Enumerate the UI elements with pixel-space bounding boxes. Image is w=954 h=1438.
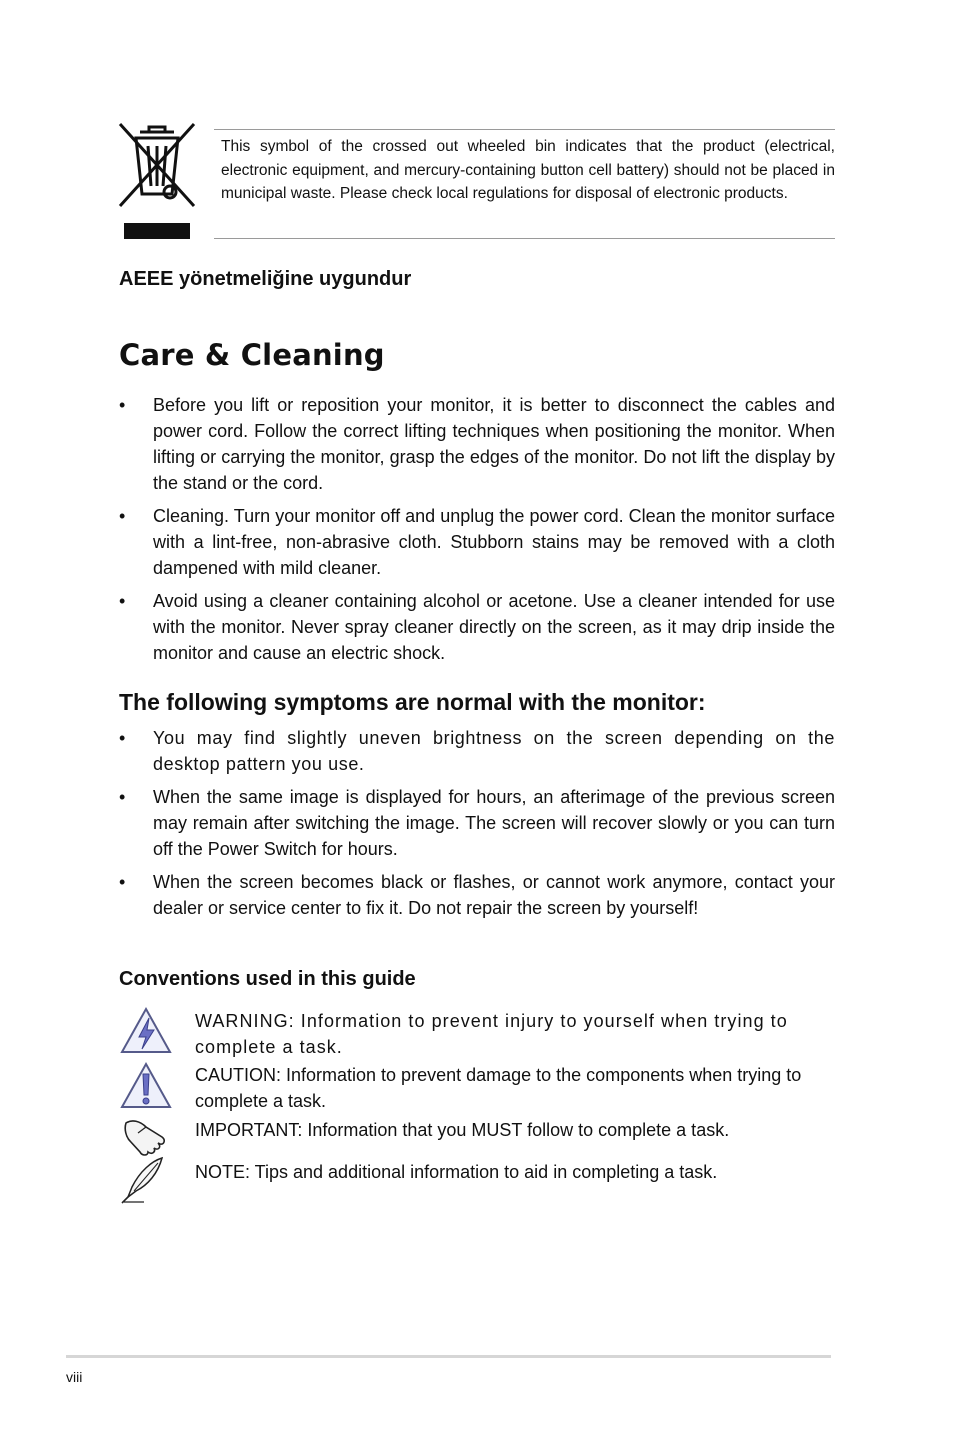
symptoms-heading: The following symptoms are normal with the monitor:: [119, 689, 706, 715]
important-hand-icon: [118, 1113, 174, 1159]
bullet: •: [119, 395, 126, 415]
bullet: •: [119, 872, 126, 892]
bullet: •: [119, 506, 126, 526]
list-item-text: Avoid using a cleaner containing alcohol or acetone. Use a cleaner intended for use with the monitor. Never spray cleaner directly on the screen, as it may drip inside the monitor and cause an electric shock.: [153, 591, 835, 663]
list-item-text: You may find slightly uneven brightness on the screen depending on the desktop pattern you use.: [153, 728, 835, 774]
list-item: [119, 503, 835, 581]
bullet: •: [119, 787, 126, 807]
list-item-text: When the screen becomes black or flashes, or cannot work anymore, contact your dealer or service center to fix it. Do not repair the screen by yourself!: [153, 872, 835, 918]
list-item: [119, 784, 835, 862]
conventions-heading: Conventions used in this guide: [119, 968, 416, 990]
list-item: [119, 869, 835, 921]
caution-text: CAUTION: Information to prevent damage to the components when trying to complete a task.: [195, 1065, 802, 1111]
warning-lightning-icon: [118, 1006, 174, 1056]
note-quill-icon: [118, 1155, 174, 1205]
care-list: [119, 392, 835, 673]
bullet: •: [119, 591, 126, 611]
weee-rule-top: [214, 129, 835, 130]
page-number: viii: [66, 1369, 83, 1385]
symptoms-list: [119, 725, 835, 928]
weee-rule-bottom: [214, 238, 835, 239]
caution-exclamation-icon: [118, 1061, 174, 1111]
list-item-text: When the same image is displayed for hours, an afterimage of the previous screen may remain after switching the image. The screen will recover slowly or you can turn off the Power Switch for hours.: [153, 787, 835, 859]
list-item: [119, 392, 835, 496]
crossed-out-wheeled-bin-icon: [118, 122, 196, 240]
important-text: IMPORTANT: Information that you MUST follow to complete a task.: [195, 1120, 730, 1140]
footer-rule: [66, 1355, 831, 1358]
bullet: •: [119, 728, 126, 748]
list-item-text: Before you lift or reposition your monitor, it is better to disconnect the cables and power cord. Follow the correct lifting techniques when positioning the monitor. When lifting or carrying the monitor, grasp the edges of the monitor. Do not lift the display by the stand or the cord.: [153, 395, 835, 493]
weee-disposal-text: This symbol of the crossed out wheeled bin indicates that the product (electrical, electronic equipment, and mercury-containing button cell battery) should not be placed in municipal waste. Please check local regulations for disposal of electronic products.: [221, 138, 835, 202]
list-item: [119, 588, 835, 666]
warning-text: WARNING: Information to prevent injury to yourself when trying to complete a task.: [195, 1011, 788, 1057]
aeee-compliance-heading: AEEE yönetmeliğine uygundur: [119, 268, 412, 290]
list-item: [119, 725, 835, 777]
care-cleaning-title: Care & Cleaning: [119, 338, 385, 372]
note-text: NOTE: Tips and additional information to aid in completing a task.: [195, 1162, 718, 1182]
list-item-text: Cleaning. Turn your monitor off and unplug the power cord. Clean the monitor surface with a lint-free, non-abrasive cloth. Stubborn stains may be removed with a cloth dampened with mild cleaner.: [153, 506, 835, 578]
